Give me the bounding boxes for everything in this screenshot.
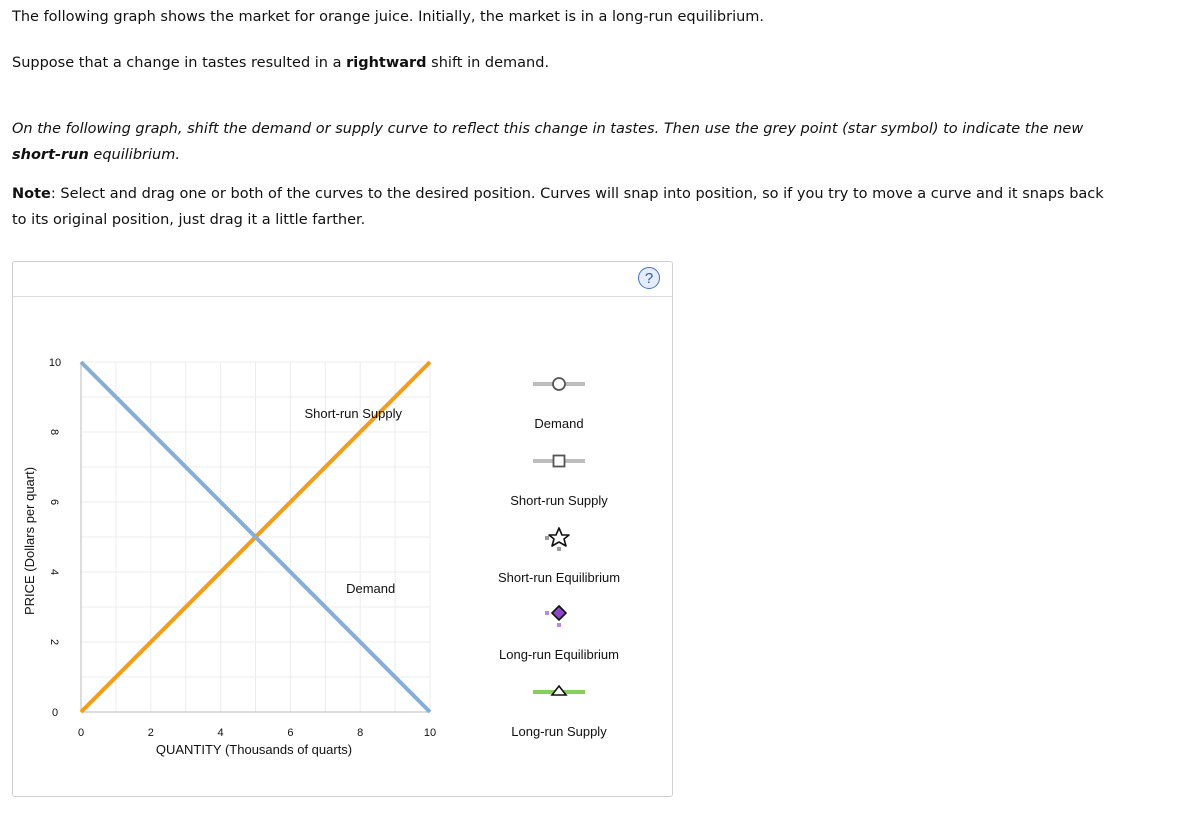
short-run-supply-curve-label: Short-run Supply — [304, 406, 403, 421]
diamond-icon — [552, 606, 566, 620]
y-tick-label: 10 — [48, 357, 62, 369]
instruction-task-cont — [12, 142, 180, 168]
instruction-note — [12, 181, 1104, 207]
x-tick-label: 10 — [423, 727, 437, 739]
instruction-scenario — [12, 50, 549, 76]
palette-long-run-equilibrium-label: Long-run Equilibrium — [499, 647, 619, 662]
diamond-guide-v — [557, 623, 561, 627]
instruction-note-cont: to its original position, just drag it a little farther. — [12, 212, 366, 228]
star-guide-h — [545, 536, 549, 540]
diamond-guide-h — [545, 611, 549, 615]
palette-long-run-equilibrium-tool[interactable] — [545, 606, 566, 627]
x-axis-label: QUANTITY (Thousands of quarts) — [155, 742, 353, 757]
palette-demand-label: Demand — [534, 416, 584, 431]
palette-long-run-supply-tool[interactable] — [533, 686, 585, 695]
x-tick-label: 0 — [77, 727, 85, 739]
y-tick-label: 0 — [51, 707, 59, 719]
circle-handle-icon — [553, 378, 565, 390]
scenario-text: Suppose that a change in tastes resulted in a — [12, 55, 347, 71]
star-icon — [549, 528, 569, 546]
task-short-run: short-run — [12, 147, 89, 163]
graph-canvas — [13, 262, 672, 796]
palette-demand-tool[interactable] — [533, 378, 585, 390]
x-tick-label: 2 — [147, 727, 154, 739]
palette-long-run-supply-label: Long-run Supply — [511, 724, 607, 739]
palette-short-run-equilibrium-label: Short-run Equilibrium — [497, 570, 621, 585]
note-text: : Select and drag one or both of the curves to the desired position. Curves will snap into position, so if you try to move a curve and it snaps back — [50, 186, 1104, 202]
palette — [498, 378, 620, 739]
x-tick-label: 4 — [217, 727, 224, 739]
palette-short-run-supply-label: Short-run Supply — [510, 493, 608, 508]
task-text-end: equilibrium. — [88, 147, 180, 163]
scenario-direction: rightward — [346, 55, 427, 71]
note-label: Note — [12, 186, 51, 202]
x-tick-label: 8 — [357, 727, 364, 739]
instruction-intro: The following graph shows the market for orange juice. Initially, the market is in a long-run equilibrium. — [12, 9, 765, 25]
square-handle-icon — [554, 456, 565, 467]
instruction-task: On the following graph, shift the demand or supply curve to reflect this change in tastes. Then use the grey point (star symbol) to indicate the new — [12, 121, 1084, 137]
x-tick-label: 6 — [287, 727, 294, 739]
y-tick-label: 4 — [48, 568, 60, 576]
y-axis-label: PRICE (Dollars per quart) — [22, 466, 37, 616]
graph-panel — [12, 261, 673, 797]
scenario-text-end: shift in demand. — [426, 55, 550, 71]
y-tick-label: 8 — [48, 428, 60, 436]
y-tick-label: 2 — [48, 638, 60, 646]
palette-short-run-equilibrium-tool[interactable] — [545, 528, 569, 551]
star-guide-v — [557, 547, 561, 551]
y-tick-label: 6 — [48, 498, 60, 506]
help-icon[interactable]: ? — [638, 267, 660, 289]
demand-curve-label: Demand — [346, 581, 396, 596]
palette-short-run-supply-tool[interactable] — [533, 456, 585, 467]
